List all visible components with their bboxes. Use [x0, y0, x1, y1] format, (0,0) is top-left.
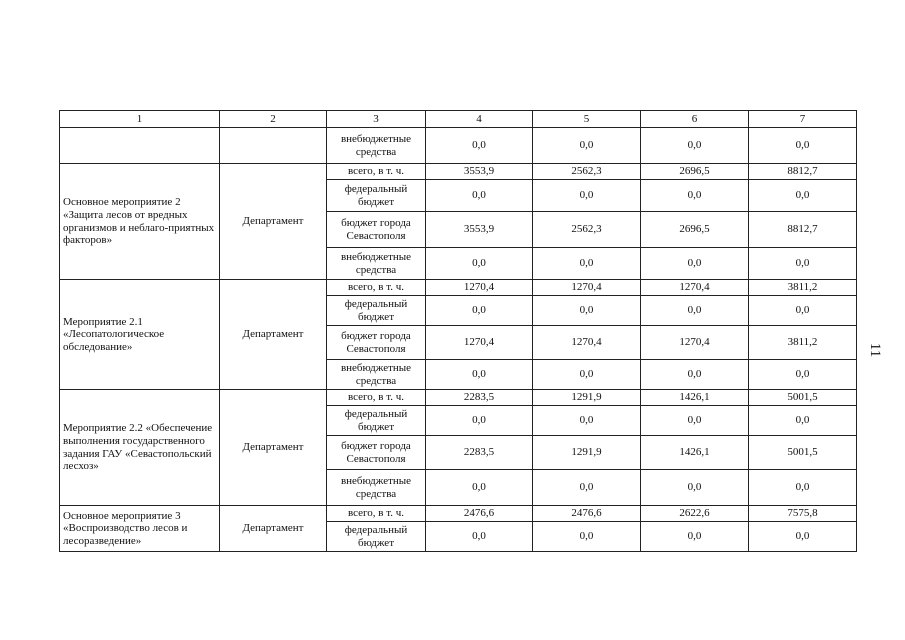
amount-cell: 0,0: [749, 360, 857, 390]
amount-cell: 0,0: [533, 296, 641, 326]
amount-cell: 1270,4: [641, 326, 749, 360]
amount-cell: 0,0: [749, 180, 857, 212]
amount-cell: 0,0: [533, 360, 641, 390]
amount-cell: 3811,2: [749, 280, 857, 296]
amount-cell: 2696,5: [641, 212, 749, 248]
amount-cell: 0,0: [749, 296, 857, 326]
column-header: 2: [220, 111, 327, 128]
amount-cell: 1270,4: [533, 326, 641, 360]
funding-source-cell: федеральный бюджет: [327, 406, 426, 436]
amount-cell: 2476,6: [426, 506, 533, 522]
activity-name-cell: Мероприятие 2.2 «Обеспечение выполнения государственного задания ГАУ «Севастопольский лесхоз»: [60, 390, 220, 506]
amount-cell: 0,0: [426, 128, 533, 164]
amount-cell: 2476,6: [533, 506, 641, 522]
column-header: 6: [641, 111, 749, 128]
activity-name-cell: Основное мероприятие 3 «Воспроизводство лесов и лесоразведение»: [60, 506, 220, 552]
amount-cell: 7575,8: [749, 506, 857, 522]
amount-cell: 1426,1: [641, 436, 749, 470]
amount-cell: 5001,5: [749, 436, 857, 470]
funding-source-cell: бюджет города Севастополя: [327, 436, 426, 470]
budget-table: [59, 110, 857, 552]
executor-cell: Департамент: [220, 390, 327, 506]
amount-cell: 0,0: [641, 470, 749, 506]
amount-cell: 0,0: [533, 248, 641, 280]
executor-cell: [220, 128, 327, 164]
funding-source-cell: внебюджетные средства: [327, 248, 426, 280]
funding-source-cell: внебюджетные средства: [327, 470, 426, 506]
funding-source-cell: всего, в т. ч.: [327, 164, 426, 180]
amount-cell: 1270,4: [641, 280, 749, 296]
amount-cell: 2562,3: [533, 164, 641, 180]
column-header: 5: [533, 111, 641, 128]
amount-cell: 0,0: [641, 180, 749, 212]
amount-cell: 3811,2: [749, 326, 857, 360]
amount-cell: 0,0: [533, 128, 641, 164]
column-header: 7: [749, 111, 857, 128]
amount-cell: 2696,5: [641, 164, 749, 180]
funding-source-cell: всего, в т. ч.: [327, 390, 426, 406]
amount-cell: 0,0: [641, 296, 749, 326]
amount-cell: 2283,5: [426, 390, 533, 406]
amount-cell: 0,0: [533, 522, 641, 552]
amount-cell: 0,0: [749, 128, 857, 164]
amount-cell: 0,0: [641, 522, 749, 552]
amount-cell: 1270,4: [426, 326, 533, 360]
funding-source-cell: федеральный бюджет: [327, 296, 426, 326]
amount-cell: 0,0: [641, 128, 749, 164]
table-row: [60, 506, 857, 522]
column-header: 4: [426, 111, 533, 128]
amount-cell: 1270,4: [426, 280, 533, 296]
amount-cell: 0,0: [749, 522, 857, 552]
amount-cell: 0,0: [749, 248, 857, 280]
table-row: [60, 390, 857, 406]
amount-cell: 0,0: [426, 360, 533, 390]
amount-cell: 2562,3: [533, 212, 641, 248]
page-number: 11: [867, 342, 883, 358]
amount-cell: 0,0: [426, 406, 533, 436]
activity-name-cell: Мероприятие 2.1 «Лесопатологическое обследование»: [60, 280, 220, 390]
column-header: 1: [60, 111, 220, 128]
funding-source-cell: всего, в т. ч.: [327, 280, 426, 296]
executor-cell: Департамент: [220, 506, 327, 552]
amount-cell: 1291,9: [533, 390, 641, 406]
funding-source-cell: федеральный бюджет: [327, 522, 426, 552]
executor-cell: Департамент: [220, 164, 327, 280]
amount-cell: 0,0: [426, 296, 533, 326]
amount-cell: 0,0: [426, 470, 533, 506]
table-body: [60, 128, 857, 552]
amount-cell: 3553,9: [426, 164, 533, 180]
amount-cell: 1291,9: [533, 436, 641, 470]
amount-cell: 8812,7: [749, 212, 857, 248]
activity-name-cell: Основное мероприятие 2 «Защита лесов от вредных организмов и неблаго-приятных факторов»: [60, 164, 220, 280]
amount-cell: 0,0: [533, 180, 641, 212]
activity-name-cell: [60, 128, 220, 164]
funding-source-cell: бюджет города Севастополя: [327, 212, 426, 248]
amount-cell: 1270,4: [533, 280, 641, 296]
table-row: [60, 280, 857, 296]
amount-cell: 0,0: [533, 406, 641, 436]
funding-source-cell: внебюджетные средства: [327, 360, 426, 390]
table-row: [60, 164, 857, 180]
amount-cell: 2283,5: [426, 436, 533, 470]
funding-source-cell: федеральный бюджет: [327, 180, 426, 212]
amount-cell: 2622,6: [641, 506, 749, 522]
amount-cell: 1426,1: [641, 390, 749, 406]
amount-cell: 0,0: [641, 406, 749, 436]
header-row: [60, 111, 857, 128]
funding-source-cell: всего, в т. ч.: [327, 506, 426, 522]
table-row: [60, 128, 857, 164]
amount-cell: 0,0: [641, 360, 749, 390]
amount-cell: 0,0: [426, 180, 533, 212]
funding-source-cell: внебюджетные средства: [327, 128, 426, 164]
amount-cell: 0,0: [641, 248, 749, 280]
amount-cell: 0,0: [749, 470, 857, 506]
amount-cell: 8812,7: [749, 164, 857, 180]
amount-cell: 0,0: [426, 522, 533, 552]
amount-cell: 0,0: [533, 470, 641, 506]
amount-cell: 0,0: [749, 406, 857, 436]
amount-cell: 0,0: [426, 248, 533, 280]
amount-cell: 5001,5: [749, 390, 857, 406]
amount-cell: 3553,9: [426, 212, 533, 248]
column-header: 3: [327, 111, 426, 128]
funding-source-cell: бюджет города Севастополя: [327, 326, 426, 360]
executor-cell: Департамент: [220, 280, 327, 390]
